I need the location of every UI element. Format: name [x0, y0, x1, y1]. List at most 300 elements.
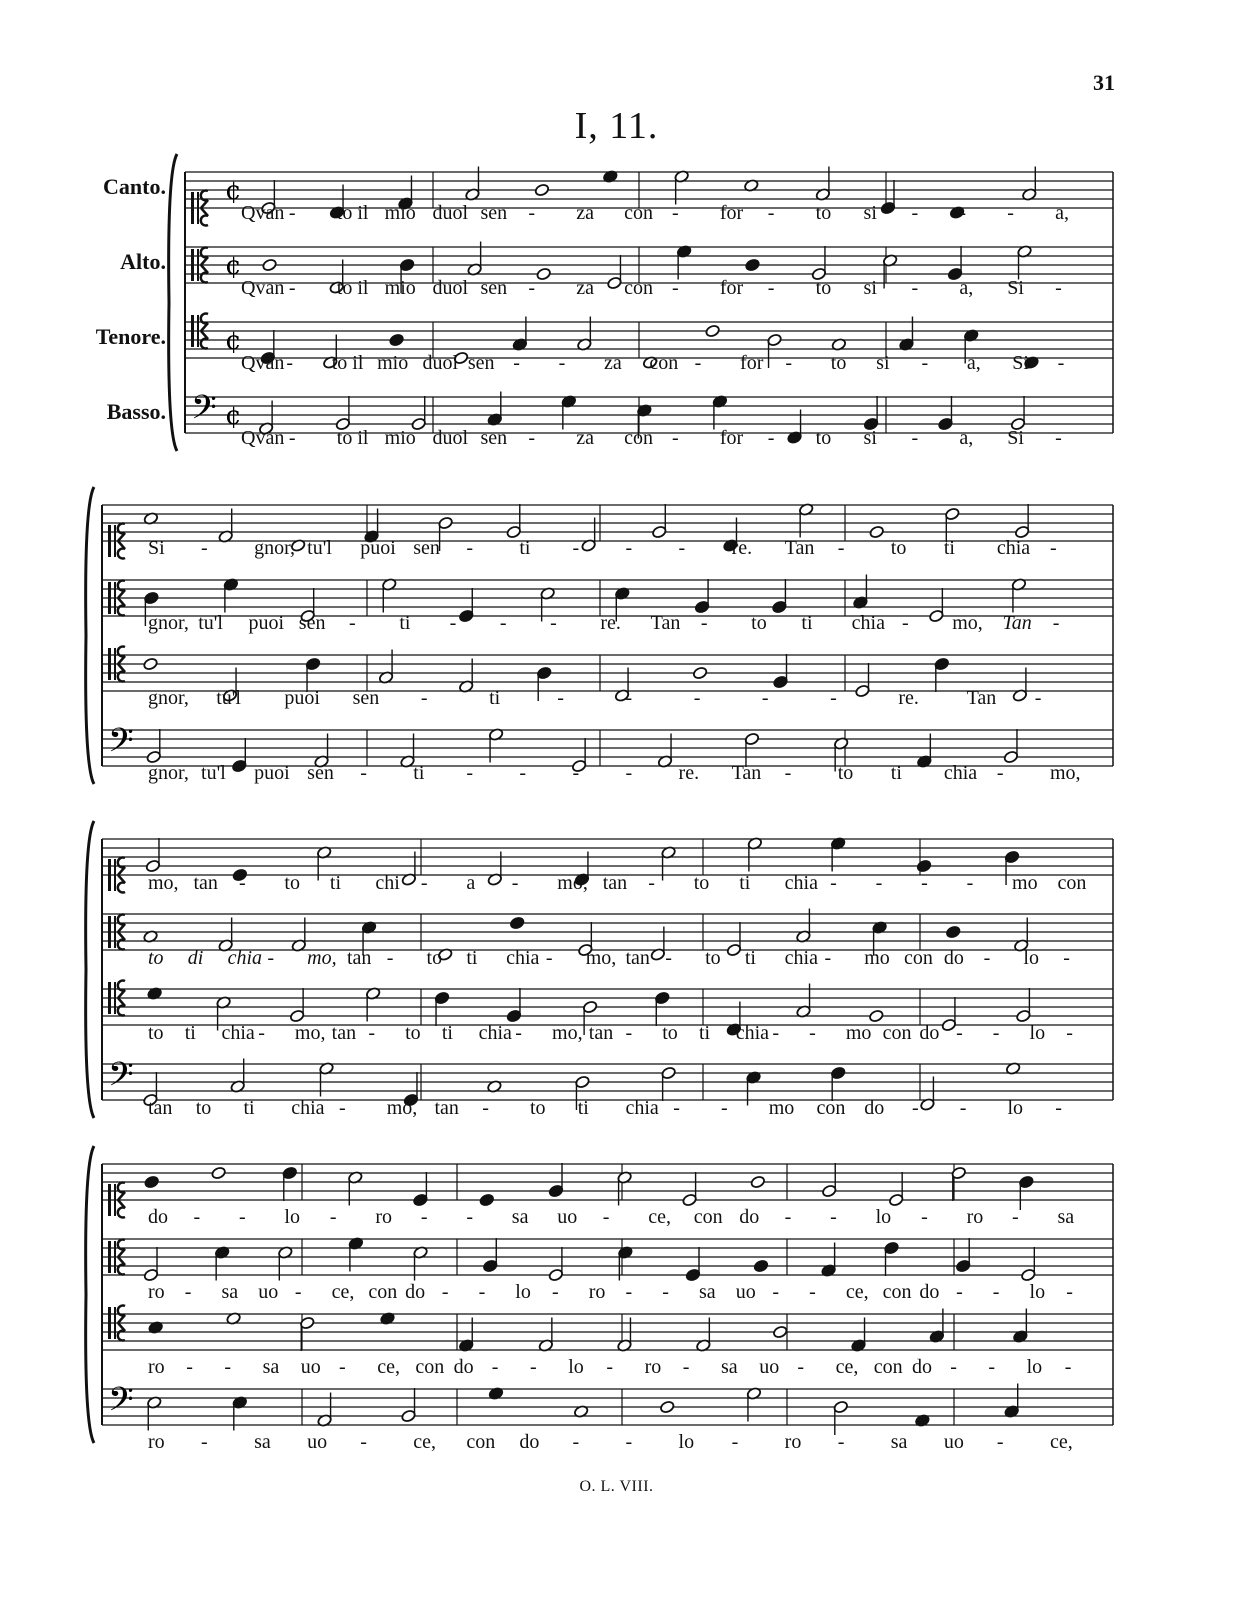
lyric-syllable: -	[983, 947, 991, 969]
lyric-syllable: chia	[784, 947, 818, 969]
lyric-syllable: -	[809, 1022, 816, 1044]
note-head	[772, 1325, 788, 1339]
lyric-syllable: -	[482, 1097, 489, 1119]
lyric-syllable: -	[625, 762, 633, 784]
lyric-syllable: tan	[588, 1022, 614, 1044]
lyric-syllable: -	[830, 872, 837, 894]
lyric-syllable: -	[550, 612, 557, 634]
lyric-syllable: -	[466, 762, 474, 784]
c-clef-icon	[197, 315, 199, 347]
cut-time-icon: ¢	[225, 176, 242, 206]
lyric-syllable: do	[864, 1097, 885, 1119]
lyric-syllable: -	[519, 762, 527, 784]
lyric-syllable: chia	[784, 872, 818, 894]
lyric-syllable: -	[672, 427, 679, 449]
lyric-syllable: lo	[1023, 947, 1039, 969]
lyric-syllable: tan	[625, 947, 650, 969]
lyric-syllable: mo	[845, 1022, 872, 1044]
lyric-syllable: chia	[943, 762, 978, 784]
lyric-syllable: mo,	[585, 947, 617, 969]
lyric-syllable: lo	[515, 1281, 531, 1303]
lyric-syllable: -	[731, 1431, 739, 1453]
lyric-syllable: -	[625, 1022, 633, 1044]
lyric-syllable: -	[528, 202, 536, 224]
lyric-syllable: -	[515, 1022, 522, 1044]
lyric-syllable: to	[751, 612, 767, 634]
lyric-syllable: -	[572, 762, 580, 784]
lyric-syllable: -	[648, 872, 655, 894]
lyric-syllable: -	[837, 1431, 845, 1453]
lyric-syllable: chia	[506, 947, 540, 969]
c-clef-icon	[191, 249, 194, 281]
voice-label-canto: Canto.	[103, 174, 166, 199]
note-head	[916, 859, 932, 873]
lyric-syllable: for	[740, 352, 764, 374]
lyric-syllable: ti	[489, 687, 501, 709]
lyric-syllable: -	[530, 1356, 537, 1378]
lyric-syllable: uo	[557, 1206, 578, 1228]
lyric-syllable: Si	[1012, 352, 1029, 374]
cut-time-icon: ¢	[225, 251, 242, 281]
lyric-syllable: si	[876, 352, 890, 374]
c-clef-icon	[197, 192, 199, 224]
lyric-syllable: ro	[148, 1431, 165, 1453]
lyric-syllable: mo,	[952, 612, 983, 634]
lyric-syllable: ro	[966, 1206, 984, 1228]
lyric-syllable: ti	[943, 537, 955, 559]
lyric-syllable: mio	[377, 352, 409, 374]
system-brace	[86, 1146, 94, 1443]
lyric-syllable: -	[959, 1097, 967, 1119]
c-clef-icon	[108, 648, 111, 680]
lyric-syllable: mo	[1012, 872, 1038, 894]
lyric-syllable: ti	[399, 612, 411, 634]
lyric-syllable: gnor,	[148, 612, 189, 634]
lyric-syllable: puoi	[254, 762, 290, 784]
lyric-syllable: lo	[678, 1431, 695, 1453]
lyric-syllable: Qvan	[241, 277, 285, 299]
lyric-syllable: -	[258, 1022, 265, 1044]
lyric-syllable: to	[148, 1022, 164, 1044]
note-head	[211, 1166, 227, 1180]
lyric-syllable: -	[761, 687, 769, 709]
lyric-syllable: -	[784, 1206, 792, 1228]
lyric-syllable: mo,	[557, 872, 588, 894]
lyric-syllable: -	[606, 1356, 614, 1378]
c-clef-icon	[108, 582, 111, 614]
lyric-syllable: do	[405, 1281, 426, 1303]
lyric-syllable: -	[921, 352, 929, 374]
lyric-syllable: do	[148, 1206, 168, 1228]
lyric-syllable: -	[1052, 612, 1060, 634]
lyric-syllable: Tan	[1002, 612, 1032, 634]
lyric-syllable: -	[1055, 277, 1062, 299]
lyric-syllable: to	[195, 1097, 212, 1119]
lyric-syllable: sen	[413, 537, 440, 559]
lyric-syllable: to	[284, 872, 300, 894]
lyric-syllable: ce,	[1049, 1431, 1073, 1453]
lyric-syllable: -	[767, 277, 775, 299]
lyric-syllable: ro	[148, 1281, 165, 1303]
lyric-syllable: ti	[744, 947, 756, 969]
lyric-syllable: -	[1034, 687, 1042, 709]
lyric-syllable: -	[767, 202, 775, 224]
lyric-syllable: mo	[768, 1097, 795, 1119]
lyric-syllable: -	[911, 427, 919, 449]
lyric-syllable: mo,	[386, 1097, 418, 1119]
lyric-syllable: tan	[148, 1097, 173, 1119]
lyric-syllable: tan	[193, 872, 218, 894]
lyric-syllable: -	[911, 202, 919, 224]
lyric-syllable: -	[528, 277, 536, 299]
lyric-syllable: to	[815, 427, 832, 449]
lyric-syllable: tu'l	[198, 612, 223, 634]
lyric-syllable: con	[816, 1097, 846, 1119]
piece-title: I, 11.	[574, 105, 659, 147]
lyric-syllable: mo,	[148, 872, 179, 894]
lyric-syllable: za	[576, 277, 594, 299]
lyric-syllable: -	[912, 1097, 919, 1119]
lyric-syllable: -	[992, 1022, 1000, 1044]
lyric-syllable: tu'l	[307, 537, 332, 559]
lyric-syllable: do	[919, 1281, 940, 1303]
lyric-syllable: -	[662, 1281, 669, 1303]
lyric-syllable: ti	[577, 1097, 589, 1119]
lyric-syllable: con	[624, 277, 654, 299]
lyric-syllable: -	[558, 352, 566, 374]
lyric-syllable: -	[673, 1097, 680, 1119]
note-head	[536, 267, 552, 281]
lyric-syllable: chia	[851, 612, 885, 634]
lyric-syllable: -	[1055, 427, 1062, 449]
lyric-syllable: ti	[890, 762, 902, 784]
lyric-syllable: sa	[1057, 1206, 1075, 1228]
lyric-syllable: duol	[432, 277, 469, 299]
lyric-syllable: -	[875, 872, 883, 894]
lyric-syllable: puoi	[360, 537, 396, 559]
lyric-syllable: con	[466, 1431, 496, 1453]
lyric-syllable: lo	[1029, 1281, 1046, 1303]
page-number: 31	[1093, 70, 1115, 95]
lyric-syllable: -	[1049, 537, 1057, 559]
c-clef-icon	[114, 1241, 116, 1273]
lyric-syllable: Tan	[966, 687, 997, 709]
lyric-syllable: to	[815, 277, 832, 299]
c-clef-icon	[114, 916, 116, 948]
lyric-syllable: to il	[331, 352, 364, 374]
lyric-syllable: tu'l	[201, 762, 226, 784]
lyric-syllable: sa	[890, 1431, 908, 1453]
lyric-syllable: -	[466, 1206, 474, 1228]
lyric-syllable: chia	[221, 1022, 255, 1044]
lyric-syllable: -	[830, 1206, 837, 1228]
lyric-syllable: uo	[735, 1281, 756, 1303]
note-head	[750, 1175, 766, 1189]
lyric-syllable: -	[528, 427, 536, 449]
lyric-syllable: -	[1066, 1281, 1073, 1303]
lyric-syllable: con	[415, 1356, 445, 1378]
c-clef-icon	[108, 1307, 111, 1339]
lyric-syllable: -	[625, 537, 633, 559]
lyric-syllable: con	[624, 202, 654, 224]
lyric-syllable: -	[809, 1281, 816, 1303]
lyric-syllable: con	[904, 947, 933, 969]
lyric-syllable: -	[672, 202, 679, 224]
lyric-syllable: to	[530, 1097, 546, 1119]
lyric-syllable: lo	[1007, 1097, 1024, 1119]
lyric-syllable: do	[943, 947, 964, 969]
lyric-syllable: for	[719, 277, 744, 299]
lyric-syllable: do	[912, 1356, 932, 1378]
lyric-syllable: sa	[698, 1281, 716, 1303]
lyric-syllable: to	[890, 537, 907, 559]
lyric-syllable: uo	[943, 1431, 964, 1453]
lyric-syllable: -	[360, 1431, 367, 1453]
lyric-syllable: Si	[1007, 427, 1024, 449]
lyric-syllable: con	[368, 1281, 398, 1303]
lyric-syllable: do	[919, 1022, 940, 1044]
lyric-syllable: -	[386, 947, 394, 969]
lyric-syllable: ce,	[835, 1356, 859, 1378]
c-clef-icon	[108, 916, 111, 948]
lyric-syllable: puoi	[284, 687, 320, 709]
lyric-syllable: ro	[375, 1206, 393, 1228]
lyric-syllable: -	[996, 1431, 1004, 1453]
lyric-syllable: puoi	[248, 612, 285, 634]
lyric-syllable: tu'l	[216, 687, 241, 709]
lyric-syllable: -	[267, 947, 275, 969]
lyric-syllable: -	[420, 1206, 428, 1228]
lyric-syllable: za	[603, 352, 622, 374]
lyric-syllable: -	[988, 1356, 996, 1378]
lyric-syllable: Qvan	[241, 202, 285, 224]
c-clef-icon	[108, 859, 111, 891]
lyric-syllable: -	[678, 537, 686, 559]
lyric-syllable: -	[767, 427, 775, 449]
lyric-syllable: ti	[519, 537, 531, 559]
lyric-syllable: ti	[243, 1097, 255, 1119]
note-head	[692, 666, 708, 680]
lyric-syllable: lo	[875, 1206, 892, 1228]
lyric-syllable: to	[426, 947, 443, 969]
note-head	[144, 1175, 160, 1189]
lyric-syllable: ti	[466, 947, 478, 969]
lyric-syllable: mio	[384, 202, 416, 224]
lyric-syllable: -	[193, 1206, 201, 1228]
lyric-syllable: sen	[480, 427, 508, 449]
note-head	[945, 925, 961, 939]
lyric-syllable: tan	[602, 872, 628, 894]
lyric-syllable: -	[665, 947, 672, 969]
lyric-syllable: -	[513, 352, 520, 374]
note-head	[262, 258, 278, 272]
lyric-syllable: chia	[478, 1022, 512, 1044]
system-brace	[169, 154, 177, 451]
lyric-syllable: -	[491, 1356, 499, 1378]
lyric-syllable: -	[201, 1431, 208, 1453]
lyric-syllable: chi	[375, 872, 400, 894]
lyric-syllable: ti	[739, 872, 751, 894]
lyric-syllable: lo	[1029, 1022, 1046, 1044]
lyric-syllable: ce,	[648, 1206, 672, 1228]
lyric-syllable: -	[625, 687, 633, 709]
lyric-syllable: Si	[1007, 277, 1024, 299]
lyric-syllable: -	[329, 1206, 337, 1228]
lyric-syllable: -	[420, 872, 428, 894]
lyric-syllable: sen	[307, 762, 334, 784]
lyric-syllable: to il	[336, 277, 369, 299]
lyric-syllable: -	[996, 762, 1004, 784]
lyric-syllable: za	[576, 202, 594, 224]
lyric-syllable: -	[602, 1206, 610, 1228]
lyric-syllable: a	[466, 872, 476, 894]
lyric-syllable: -	[837, 537, 845, 559]
c-clef-icon	[114, 1307, 116, 1339]
lyric-syllable: -	[466, 537, 474, 559]
lyric-syllable: to	[705, 947, 721, 969]
c-clef-icon	[191, 315, 194, 347]
lyric-syllable: -	[785, 352, 793, 374]
lyric-syllable: con	[1057, 872, 1087, 894]
lyric-syllable: to	[815, 202, 832, 224]
lyric-syllable: sa	[254, 1431, 271, 1453]
note-head	[753, 1259, 769, 1273]
lyric-syllable: chia	[735, 1022, 770, 1044]
note-head	[868, 1009, 884, 1023]
cut-time-icon: ¢	[225, 401, 242, 431]
lyric-syllable: -	[339, 1097, 346, 1119]
lyric-syllable: Qvan	[241, 427, 285, 449]
c-clef-icon	[197, 249, 199, 281]
lyric-syllable: sa	[511, 1206, 529, 1228]
lyric-syllable: lo	[568, 1356, 584, 1378]
note-head	[534, 183, 550, 197]
lyric-syllable: za	[576, 427, 594, 449]
lyric-syllable: sen	[467, 352, 495, 374]
lyric-syllable: -	[1066, 1022, 1073, 1044]
lyric-syllable: -	[1057, 352, 1065, 374]
lyric-syllable: -	[360, 762, 367, 784]
lyric-syllable: lo	[1026, 1356, 1043, 1378]
bass-clef-icon: 𝄢	[108, 722, 134, 768]
lyric-syllable: -	[511, 872, 519, 894]
lyric-syllable: -	[901, 612, 909, 634]
note-head	[659, 1400, 675, 1414]
lyric-syllable: mo,	[294, 1022, 326, 1044]
lyric-syllable: to	[662, 1022, 678, 1044]
note-head	[705, 324, 721, 338]
lyric-syllable: to	[405, 1022, 421, 1044]
c-clef-icon	[108, 982, 111, 1014]
note-head	[869, 525, 885, 539]
note-head	[143, 657, 159, 671]
lyric-syllable: -	[772, 1022, 780, 1044]
lyric-syllable: -	[966, 872, 974, 894]
lyric-syllable: to	[693, 872, 710, 894]
lyric-syllable: Tan	[731, 762, 762, 784]
lyric-syllable: sa	[221, 1281, 239, 1303]
lyric-syllable: tan	[346, 947, 372, 969]
lyric-syllable: -	[238, 872, 246, 894]
lyric-syllable: -	[956, 1022, 963, 1044]
lyric-syllable: chia	[625, 1097, 659, 1119]
lyric-syllable: -	[288, 202, 296, 224]
lyric-syllable: -	[950, 1356, 957, 1378]
lyric-syllable: -	[557, 687, 564, 709]
lyric-syllable: do	[739, 1206, 760, 1228]
lyric-syllable: duol	[422, 352, 459, 374]
lyric-syllable: chia	[227, 947, 263, 969]
bass-clef-icon: 𝄢	[191, 389, 217, 435]
lyric-syllable: mio	[384, 427, 416, 449]
lyric-syllable: duol	[432, 202, 469, 224]
note-head	[745, 258, 761, 272]
lyric-syllable: -	[201, 537, 208, 559]
lyric-syllable: si	[863, 202, 877, 224]
lyric-syllable: -	[1055, 1097, 1062, 1119]
lyric-syllable: -	[572, 1431, 580, 1453]
lyric-syllable: -	[224, 1356, 232, 1378]
lyric-syllable: -	[499, 612, 507, 634]
lyric-syllable: tan	[434, 1097, 459, 1119]
lyric-syllable: a,	[959, 427, 974, 449]
lyric-syllable: re.	[600, 612, 621, 634]
lyric-syllable: -	[797, 1356, 805, 1378]
lyric-syllable: ti	[413, 762, 425, 784]
lyric-syllable: Si	[148, 537, 165, 559]
lyric-syllable: to	[148, 947, 164, 969]
lyric-syllable: con	[624, 427, 654, 449]
lyric-syllable: mo,	[552, 1022, 583, 1044]
lyric-syllable: con	[873, 1356, 903, 1378]
lyric-syllable: -	[830, 687, 837, 709]
lyric-syllable: con	[693, 1206, 723, 1228]
lyric-syllable: -	[294, 1281, 302, 1303]
bass-clef-icon: 𝄢	[108, 1056, 134, 1102]
lyric-syllable: -	[545, 947, 553, 969]
lyric-syllable: sa	[262, 1356, 280, 1378]
lyric-syllable: ce,	[331, 1281, 355, 1303]
cut-time-icon: ¢	[225, 326, 242, 356]
lyric-syllable: -	[911, 277, 919, 299]
lyric-syllable: -	[700, 612, 708, 634]
lyric-syllable: re.	[678, 762, 700, 784]
lyric-syllable: sen	[480, 202, 508, 224]
voice-label-tenore: Tenore.	[95, 324, 166, 349]
lyric-syllable: -	[441, 1281, 449, 1303]
lyric-syllable: -	[625, 1431, 633, 1453]
lyric-syllable: -	[784, 762, 792, 784]
lyric-syllable: mo,	[307, 947, 337, 969]
lyric-syllable: -	[956, 1281, 963, 1303]
lyric-syllable: -	[288, 277, 296, 299]
lyric-syllable: a,	[1055, 202, 1070, 224]
lyric-syllable: -	[238, 1206, 246, 1228]
lyric-syllable: con	[882, 1022, 912, 1044]
lyric-syllable: -	[449, 612, 457, 634]
c-clef-icon	[191, 192, 194, 224]
lyric-syllable: Tan	[650, 612, 681, 634]
lyric-syllable: -	[572, 537, 580, 559]
lyric-syllable: Tan	[784, 537, 815, 559]
c-clef-icon	[114, 982, 116, 1014]
lyric-syllable: ce,	[845, 1281, 869, 1303]
lyric-syllable: -	[921, 872, 928, 894]
lyric-syllable: -	[1012, 1206, 1019, 1228]
lyric-syllable: -	[721, 1097, 728, 1119]
voice-label-alto: Alto.	[120, 249, 166, 274]
note-head	[389, 333, 405, 347]
